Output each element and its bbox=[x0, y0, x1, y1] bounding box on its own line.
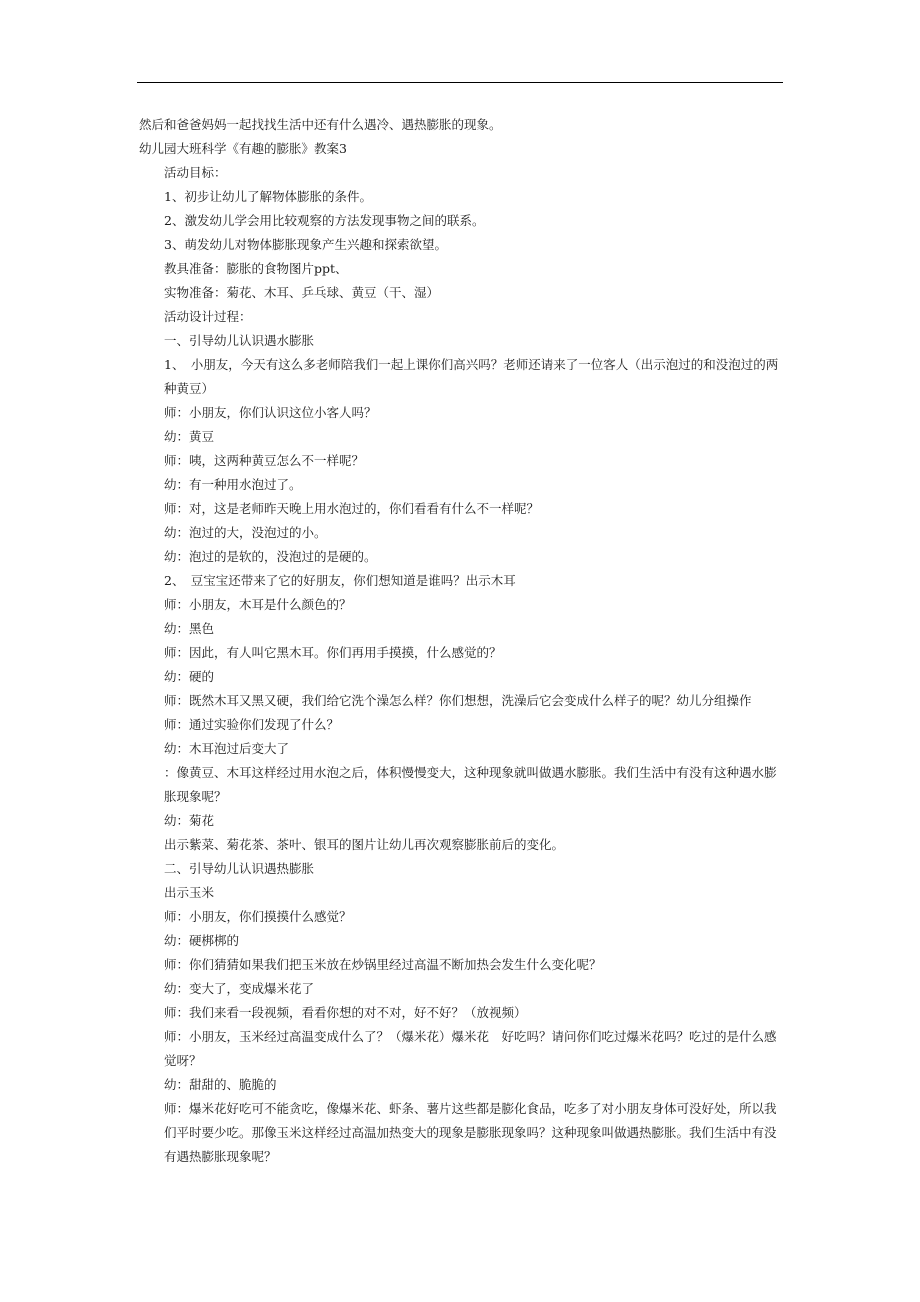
dialogue-line: 师：因此，有人叫它黑木耳。你们再用手摸摸，什么感觉的？ bbox=[164, 645, 502, 660]
dialogue-line: 师：咦，这两种黄豆怎么不一样呢？ bbox=[164, 453, 365, 468]
dialogue-line: 幼：泡过的是软的，没泡过的是硬的。 bbox=[164, 549, 377, 564]
section-heading: 活动目标： bbox=[164, 165, 227, 180]
dialogue-line: 幼：有一种用水泡过了。 bbox=[164, 477, 302, 492]
dialogue-line: 师：通过实验你们发现了什么？ bbox=[164, 717, 340, 732]
paragraph: 师：爆米花好吃可不能贪吃，像爆米花、虾条、薯片这些都是膨化食品，吃多了对小朋友身体可没好处，所以我们平时要少吃。那像玉米这样经过高温加热变大的现象是膨胀现象吗？这种现象叫做遇热膨胀。我们生活中有没有遇热膨胀现象呢？ bbox=[164, 1101, 777, 1164]
goal-item: 1、初步让幼儿了解物体膨胀的条件。 bbox=[164, 189, 372, 204]
dialogue-line: 幼：甜甜的、脆脆的 bbox=[164, 1077, 277, 1092]
materials-line: 实物准备：菊花、木耳、乒乓球、黄豆（干、湿） bbox=[164, 285, 440, 300]
document-body bbox=[139, 113, 785, 1169]
materials-line: 教具准备：膨胀的食物图片ppt、 bbox=[164, 261, 348, 276]
paragraph: 出示玉米 bbox=[164, 885, 215, 900]
dialogue-line: 师：你们猜猜如果我们把玉米放在炒锅里经过高温不断加热会发生什么变化呢？ bbox=[164, 957, 602, 972]
goal-item: 2、激发幼儿学会用比较观察的方法发现事物之间的联系。 bbox=[164, 213, 485, 228]
section-heading: 活动设计过程： bbox=[164, 309, 252, 324]
dialogue-line: 幼：黑色 bbox=[164, 621, 215, 636]
dialogue-line: 师：既然木耳又黑又硬，我们给它洗个澡怎么样？你们想想，洗澡后它会变成什么样子的呢？幼儿分组操作 bbox=[164, 693, 752, 708]
paragraph: ：像黄豆、木耳这样经过用水泡之后，体积慢慢变大，这种现象就叫做遇水膨胀。我们生活中有没有这种遇水膨胀现象呢？ bbox=[164, 765, 777, 804]
dialogue-line: 师：小朋友，你们摸摸什么感觉？ bbox=[164, 909, 352, 924]
dialogue-line: 幼：硬梆梆的 bbox=[164, 933, 240, 948]
dialogue-line: 师：小朋友，你们认识这位小客人吗？ bbox=[164, 405, 377, 420]
dialogue-line: 师：对，这是老师昨天晚上用水泡过的，你们看看有什么不一样呢？ bbox=[164, 501, 540, 516]
goal-item: 3、萌发幼儿对物体膨胀现象产生兴趣和探索欲望。 bbox=[164, 237, 447, 252]
section-heading: 一、引导幼儿认识遇水膨胀 bbox=[164, 333, 315, 348]
dialogue-line: 幼：泡过的大，没泡过的小。 bbox=[164, 525, 327, 540]
section-heading: 二、引导幼儿认识遇热膨胀 bbox=[164, 861, 315, 876]
paragraph: 2、 豆宝宝还带来了它的好朋友，你们想知道是谁吗？出示木耳 bbox=[164, 573, 516, 588]
dialogue-line: 幼：黄豆 bbox=[164, 429, 215, 444]
paragraph: 出示紫菜、菊花茶、茶叶、银耳的图片让幼儿再次观察膨胀前后的变化。 bbox=[164, 837, 565, 852]
dialogue-line: 师：小朋友，玉米经过高温变成什么了？（爆米花）爆米花 好吃吗？请问你们吃过爆米花吗？吃过的是什么感觉呀？ bbox=[164, 1029, 777, 1068]
dialogue-line: 师：小朋友，木耳是什么颜色的？ bbox=[164, 597, 352, 612]
dialogue-line: 幼：硬的 bbox=[164, 669, 215, 684]
lesson-title: 幼儿园大班科学《有趣的膨胀》教案3 bbox=[139, 141, 347, 156]
dialogue-line: 幼：木耳泡过后变大了 bbox=[164, 741, 290, 756]
dialogue-line: 幼：变大了，变成爆米花了 bbox=[164, 981, 315, 996]
dialogue-line: 师：我们来看一段视频，看看你想的对不对，好不好？（放视频） bbox=[164, 1005, 527, 1020]
paragraph: 1、 小朋友，今天有这么多老师陪我们一起上课你们高兴吗？老师还请来了一位客人（出示泡过的和没泡过的两种黄豆） bbox=[164, 357, 779, 396]
paragraph: 然后和爸爸妈妈一起找找生活中还有什么遇冷、遇热膨胀的现象。 bbox=[139, 117, 502, 132]
header-rule bbox=[137, 82, 783, 83]
dialogue-line: 幼：菊花 bbox=[164, 813, 215, 828]
